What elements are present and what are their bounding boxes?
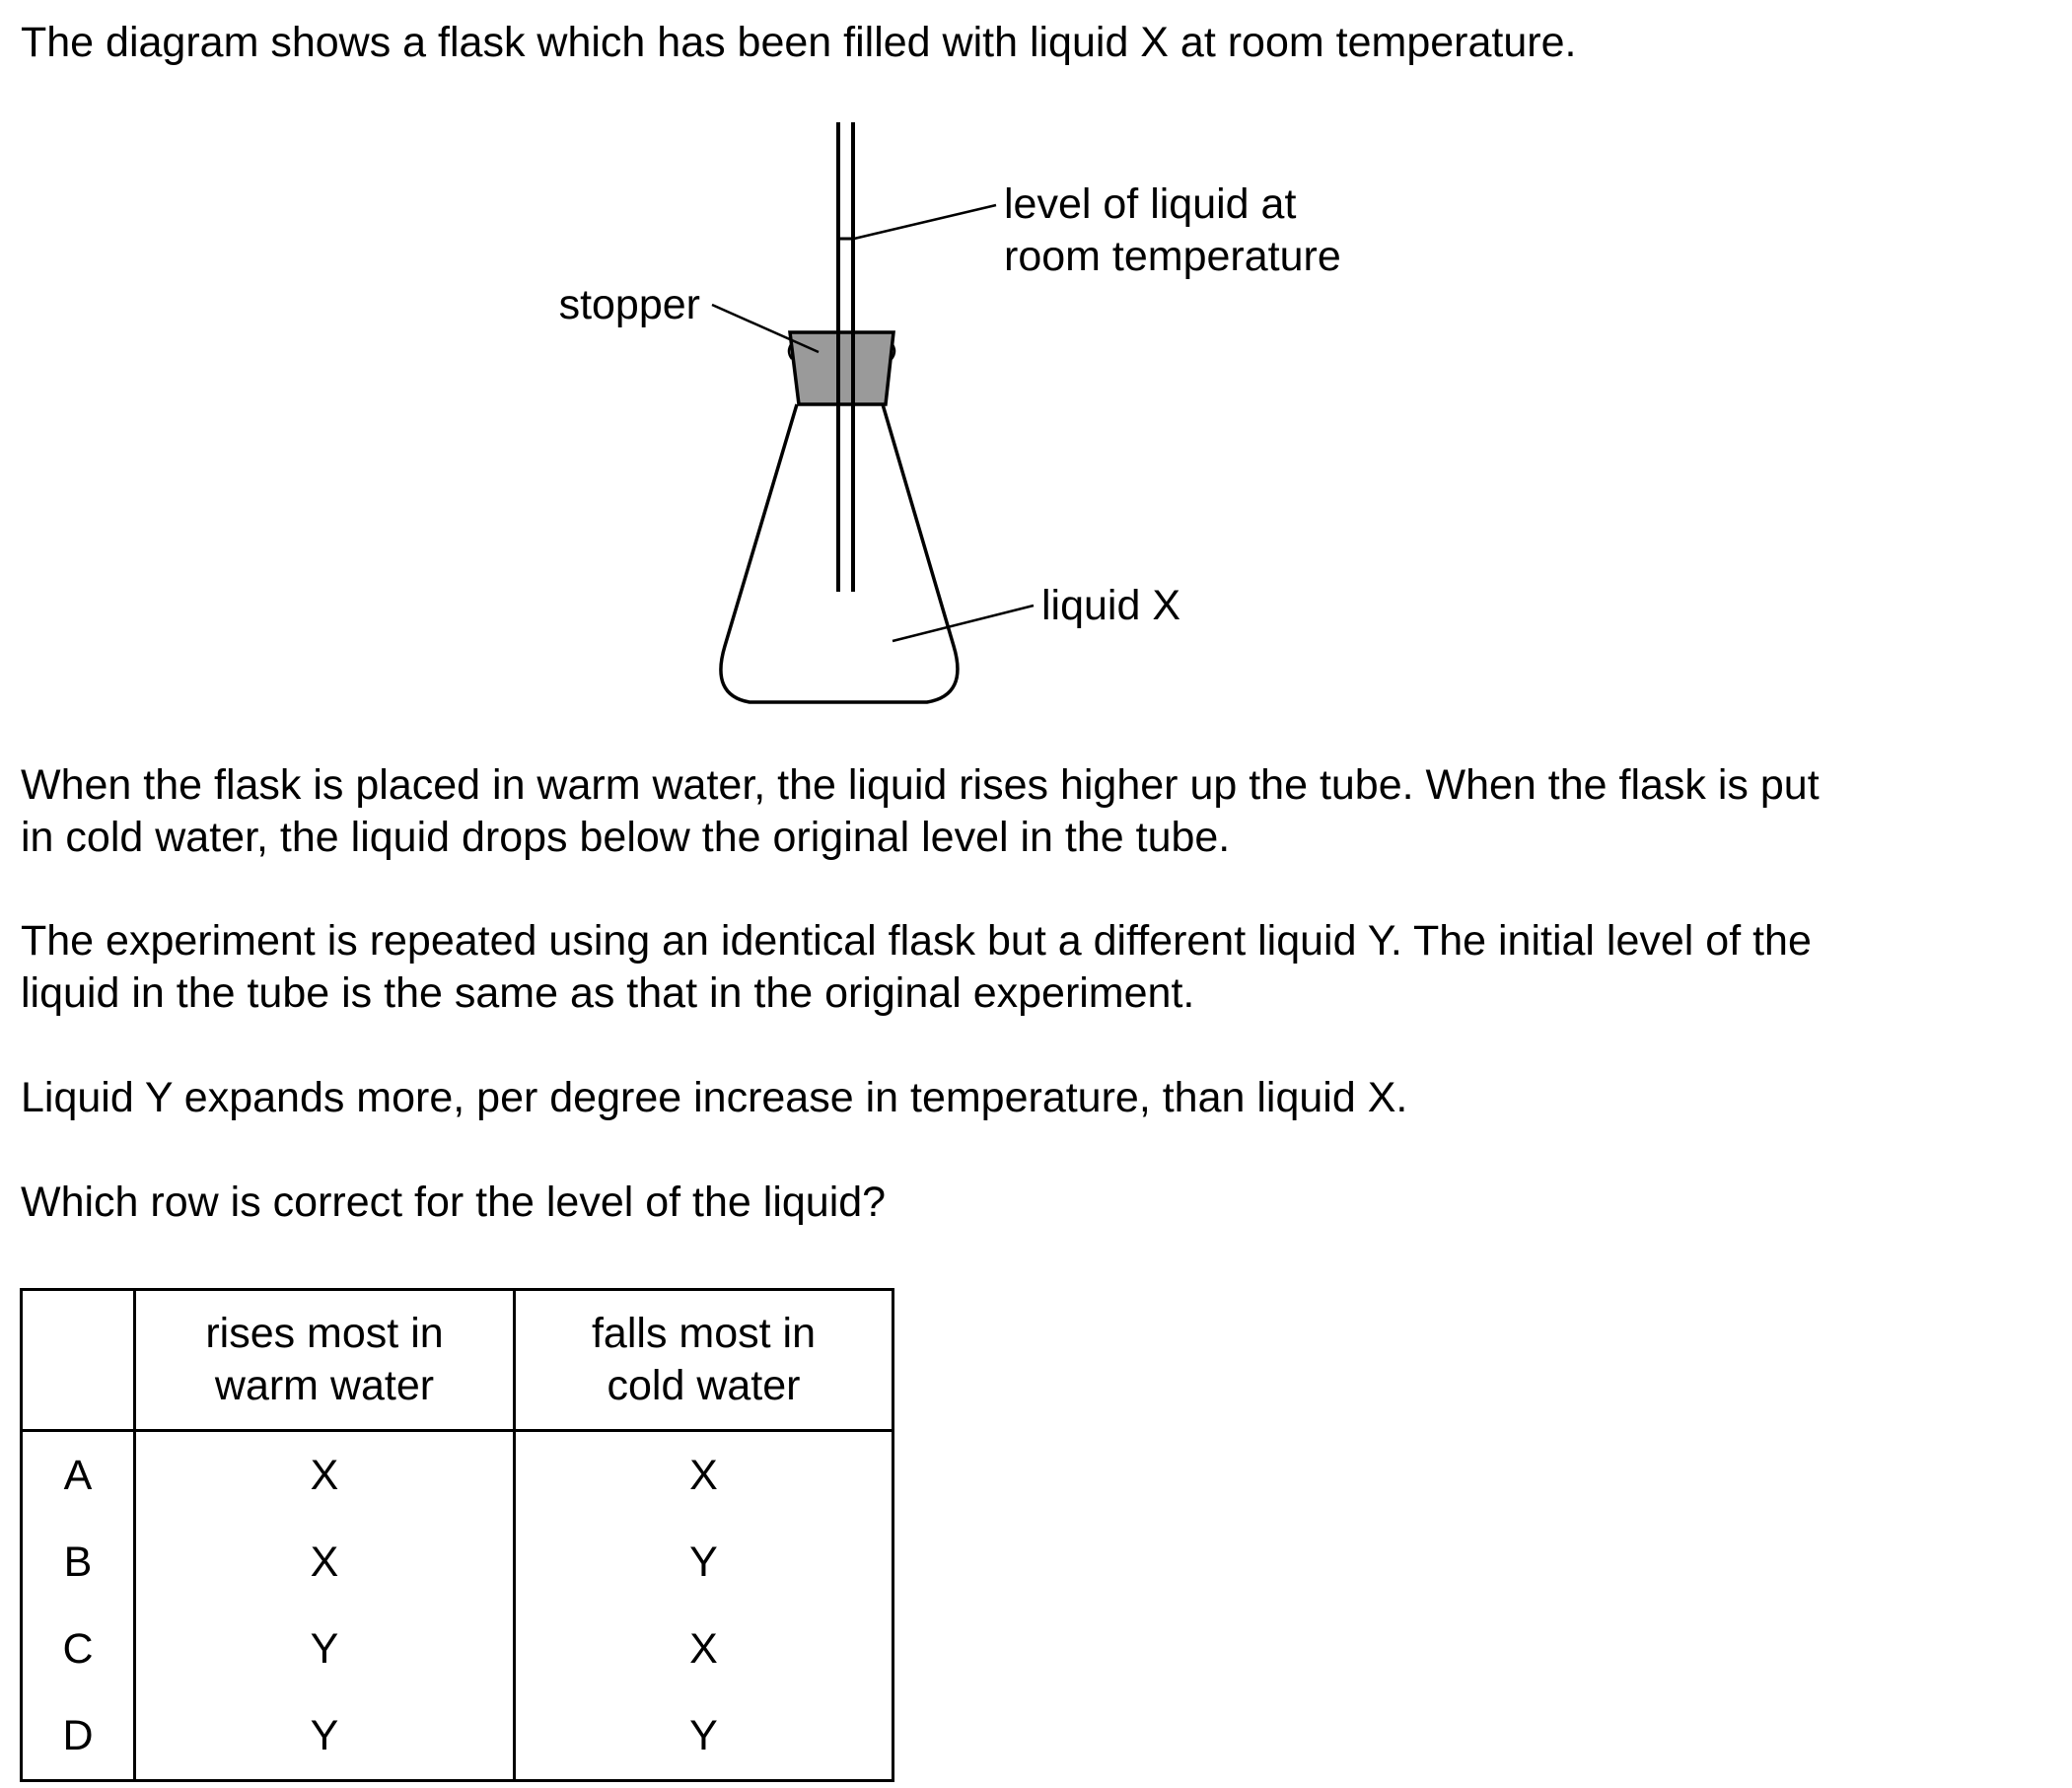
row-warm-value: Y: [135, 1606, 515, 1692]
stopper-shape: [790, 332, 893, 404]
label-level-line1: level of liquid at: [1004, 180, 1297, 228]
row-key: A: [22, 1431, 135, 1520]
header-rises-line2: warm water: [214, 1362, 435, 1409]
flask-diagram: [0, 0, 2072, 750]
row-cold-value: X: [515, 1431, 893, 1520]
leader-stopper: [712, 305, 819, 352]
label-level-line2: room temperature: [1004, 233, 1341, 280]
row-cold-value: Y: [515, 1692, 893, 1781]
label-stopper: stopper: [558, 281, 700, 328]
row-warm-value: X: [135, 1519, 515, 1606]
para3: Liquid Y expands more, per degree increase in temperature, than liquid X.: [21, 1074, 1408, 1121]
header-falls-line2: cold water: [607, 1362, 801, 1409]
table-row: [22, 1692, 893, 1781]
label-liquid: liquid X: [1041, 582, 1181, 629]
answer-table: [20, 1288, 894, 1782]
header-rises-line1: rises most in: [205, 1310, 444, 1357]
intro-text: The diagram shows a flask which has been filled with liquid X at room temperature.: [21, 19, 1577, 66]
para2-line2: liquid in the tube is the same as that in the original experiment.: [21, 969, 1195, 1017]
table-row: [22, 1431, 893, 1520]
para1-line2: in cold water, the liquid drops below the original level in the tube.: [21, 814, 1231, 861]
row-warm-value: Y: [135, 1692, 515, 1781]
row-cold-value: Y: [515, 1519, 893, 1606]
row-key: D: [22, 1692, 135, 1781]
row-key: B: [22, 1519, 135, 1606]
para1-line1: When the flask is placed in warm water, the liquid rises higher up the tube. When the flask is put: [21, 761, 1820, 809]
row-cold-value: X: [515, 1606, 893, 1692]
table-header-row: [22, 1290, 893, 1431]
leader-liquid: [893, 606, 1034, 641]
header-falls-line1: falls most in: [591, 1310, 816, 1357]
header-rises-warm: [135, 1290, 515, 1431]
leader-level: [854, 205, 996, 239]
table-row: [22, 1519, 893, 1606]
para2-line1: The experiment is repeated using an identical flask but a different liquid Y. The initial level of the: [21, 917, 1812, 965]
row-warm-value: X: [135, 1431, 515, 1520]
row-key: C: [22, 1606, 135, 1692]
table-row: [22, 1606, 893, 1692]
header-empty: [22, 1290, 135, 1431]
header-falls-cold: [515, 1290, 893, 1431]
prompt-text: Which row is correct for the level of the liquid?: [21, 1179, 887, 1226]
